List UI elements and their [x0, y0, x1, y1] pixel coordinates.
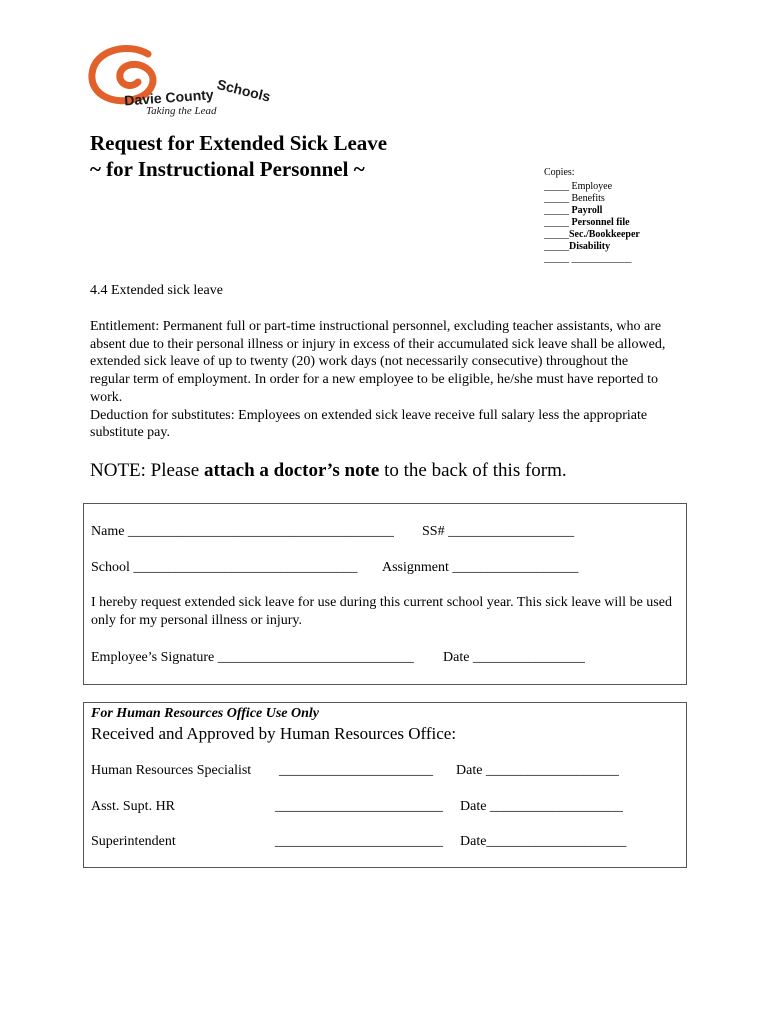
doctor-note-notice: NOTE: Please attach a doctor’s note to the back of this form. [90, 460, 567, 481]
superintendent-date-field[interactable]: Date____________________ [460, 834, 627, 849]
school-field[interactable]: School ________________________________ [91, 560, 358, 575]
copies-item[interactable]: _____ Payroll [544, 205, 603, 216]
employee-request-box [83, 503, 687, 685]
hr-specialist-signature-field[interactable]: ______________________ [279, 763, 433, 778]
form-title-line2: ~ for Instructional Personnel ~ [90, 157, 365, 181]
logo-tagline: Taking the Lead [146, 105, 217, 117]
hr-specialist-label: Human Resources Specialist [91, 763, 252, 778]
svg-text:Schools: Schools [215, 76, 273, 105]
ss-number-field[interactable]: SS# __________________ [422, 524, 575, 539]
assignment-field[interactable]: Assignment __________________ [382, 560, 579, 575]
hr-office-use-only-heading: For Human Resources Office Use Only [91, 706, 320, 721]
employee-date-field[interactable]: Date ________________ [443, 650, 585, 665]
superintendent-signature-field[interactable]: ________________________ [275, 834, 443, 849]
hr-approval-heading: Received and Approved by Human Resources Office: [91, 724, 457, 743]
copies-distribution-list [544, 167, 640, 265]
entitlement-paragraph: Entitlement: Permanent full or part-time instructional personnel, excluding teacher assistants, who are absent due to their personal illness or injury in excess of their accumulated sick leave shall be allowed, extended sick leave of up to twenty (20) work days (not necessarily consecutive) throughout the regular term of employment. In order for a new employee to be eligible, he/she must have reported to work. [90, 319, 666, 405]
name-field[interactable]: Name ______________________________________ [91, 524, 394, 539]
davie-county-schools-logo [88, 44, 278, 120]
hr-specialist-date-field[interactable]: Date ___________________ [456, 763, 619, 778]
asst-supt-hr-label: Asst. Supt. HR [91, 799, 176, 814]
policy-section-heading: 4.4 Extended sick leave [90, 283, 223, 298]
asst-supt-hr-date-field[interactable]: Date ___________________ [460, 799, 623, 814]
asst-supt-hr-signature-field[interactable]: ________________________ [275, 799, 443, 814]
hr-office-box [83, 702, 687, 868]
copies-item[interactable]: _____ Personnel file [544, 217, 630, 228]
copies-item[interactable]: _____ ____________ [544, 253, 632, 264]
copies-item[interactable]: _____ Employee [544, 181, 613, 192]
copies-item[interactable]: _____Disability [544, 241, 611, 252]
superintendent-label: Superintendent [91, 834, 176, 849]
copies-item[interactable]: _____ Benefits [544, 193, 605, 204]
request-statement: I hereby request extended sick leave for use during this current school year. This sick leave will be used only for my personal illness or injury. [91, 595, 672, 628]
logo-org-name: Davie County [123, 86, 215, 109]
form-title-line1: Request for Extended Sick Leave [90, 131, 388, 155]
policy-text [90, 318, 670, 442]
copies-label: Copies: [544, 167, 575, 178]
employee-signature-field[interactable]: Employee’s Signature ____________________________ [91, 650, 414, 665]
deduction-paragraph: Deduction for substitutes: Employees on extended sick leave receive full salary less the appropriate substitute pay. [90, 407, 648, 441]
copies-item[interactable]: _____Sec./Bookkeeper [544, 229, 640, 240]
